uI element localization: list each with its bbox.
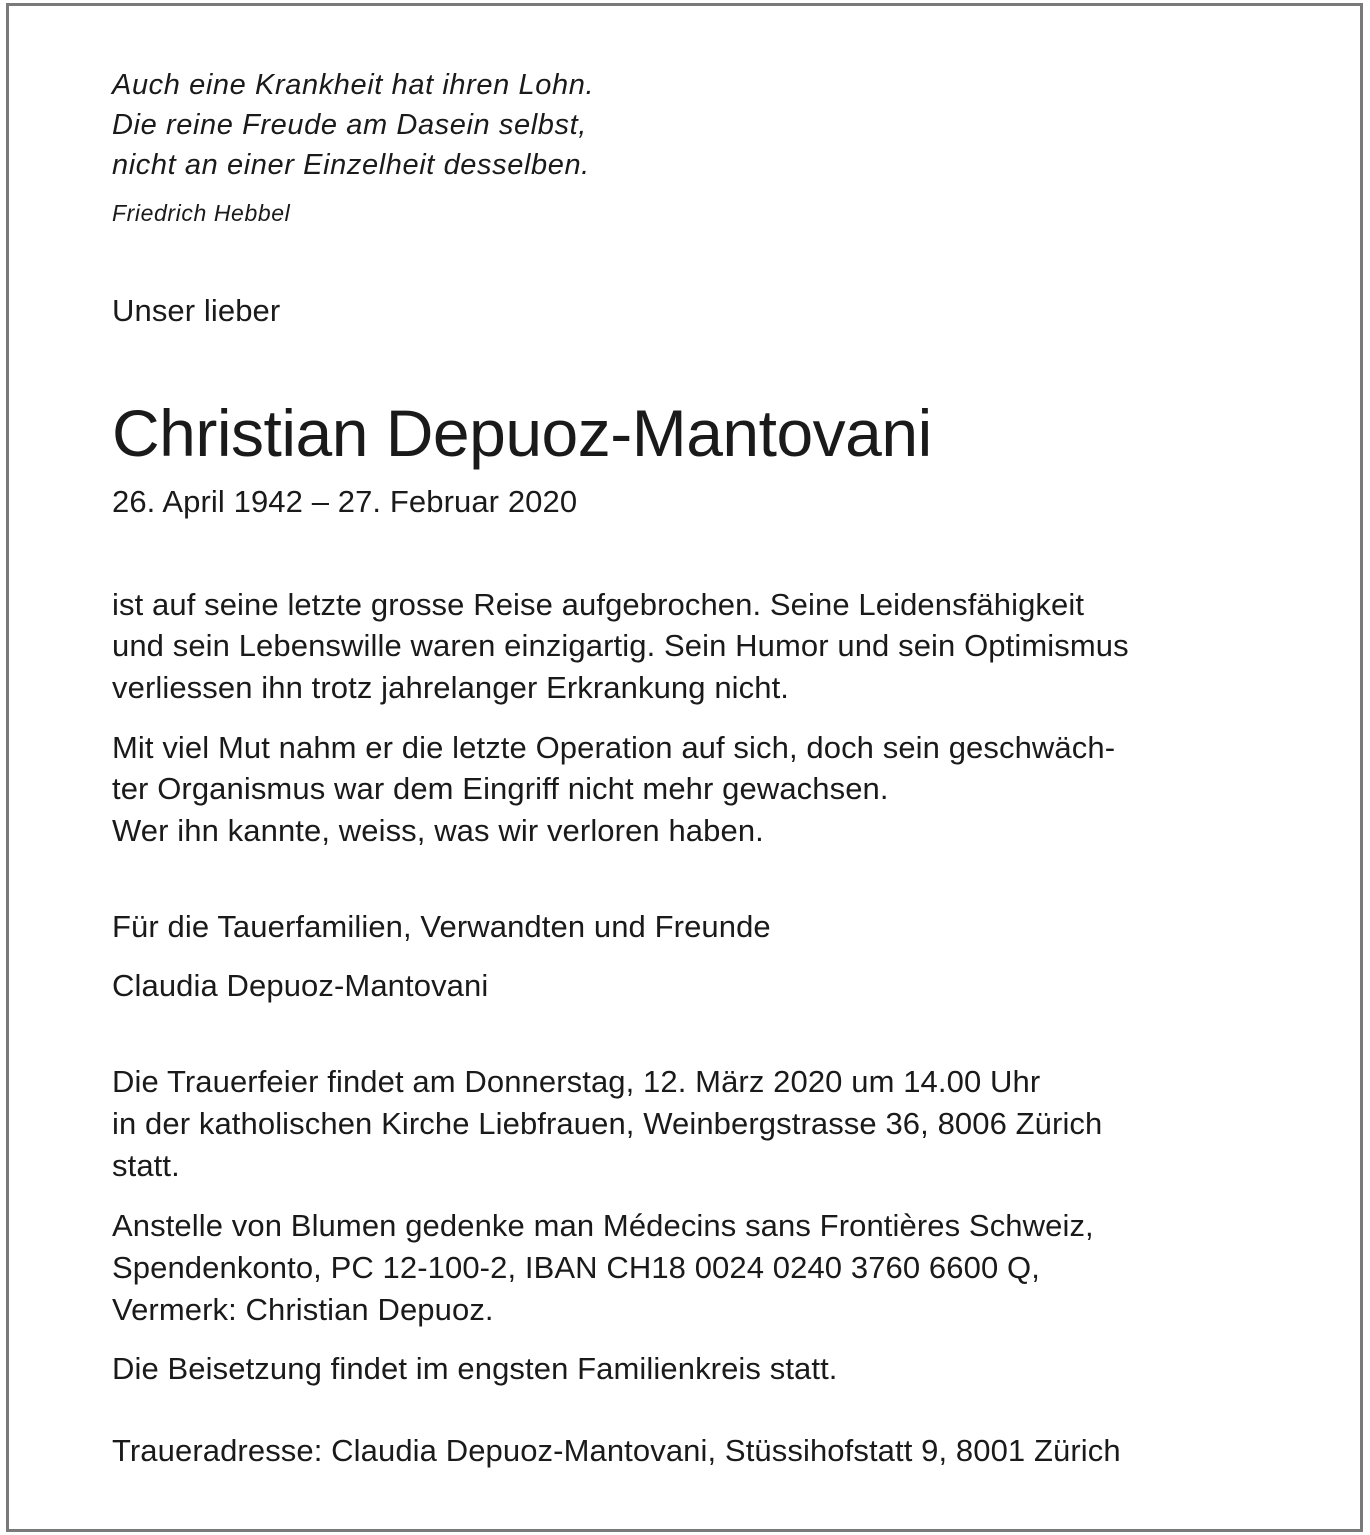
paragraph-line: Wer ihn kannte, weiss, was wir verloren haben. — [112, 813, 764, 848]
family-label: Für die Tauerfamilien, Verwandten und Freunde — [112, 909, 771, 944]
donation-line: Anstelle von Blumen gedenke man Médecins sans Frontières Schweiz, — [112, 1208, 1094, 1243]
quote-line: nicht an einer Einzelheit desselben. — [112, 149, 590, 181]
burial-text: Die Beisetzung findet im engsten Familienkreis statt. — [112, 1351, 838, 1386]
paragraph-line: und sein Lebenswille waren einzigartig. Sein Humor und sein Optimismus — [112, 628, 1129, 663]
donation-line: Spendenkonto, PC 12-100-2, IBAN CH18 0024 0240 3760 6600 Q, — [112, 1250, 1040, 1285]
paragraph-line: ter Organismus war dem Eingriff nicht mehr gewachsen. — [112, 771, 889, 806]
ceremony-line: statt. — [112, 1148, 180, 1183]
quote-line: Auch eine Krankheit hat ihren Lohn. — [112, 69, 595, 101]
donation-line: Vermerk: Christian Depuoz. — [112, 1292, 494, 1327]
paragraph-line: Mit viel Mut nahm er die letzte Operation auf sich, doch sein geschwäch- — [112, 730, 1116, 765]
quote-author: Friedrich Hebbel — [112, 200, 291, 226]
life-dates: 26. April 1942 – 27. Februar 2020 — [112, 484, 578, 519]
quote-line: Die reine Freude am Dasein selbst, — [112, 109, 587, 141]
mourning-address: Traueradresse: Claudia Depuoz-Mantovani, Stüssihofstatt 9, 8001 Zürich — [112, 1433, 1121, 1468]
family-signer: Claudia Depuoz-Mantovani — [112, 968, 489, 1003]
ceremony-line: Die Trauerfeier findet am Donnerstag, 12. März 2020 um 14.00 Uhr — [112, 1064, 1041, 1099]
intro-text: Unser lieber — [112, 293, 281, 328]
ceremony-line: in der katholischen Kirche Liebfrauen, Weinbergstrasse 36, 8006 Zürich — [112, 1106, 1103, 1141]
paragraph-line: verliessen ihn trotz jahrelanger Erkrankung nicht. — [112, 670, 790, 705]
deceased-name: Christian Depuoz-Mantovani — [112, 396, 932, 470]
paragraph-line: ist auf seine letzte grosse Reise aufgebrochen. Seine Leidensfähigkeit — [112, 587, 1085, 622]
